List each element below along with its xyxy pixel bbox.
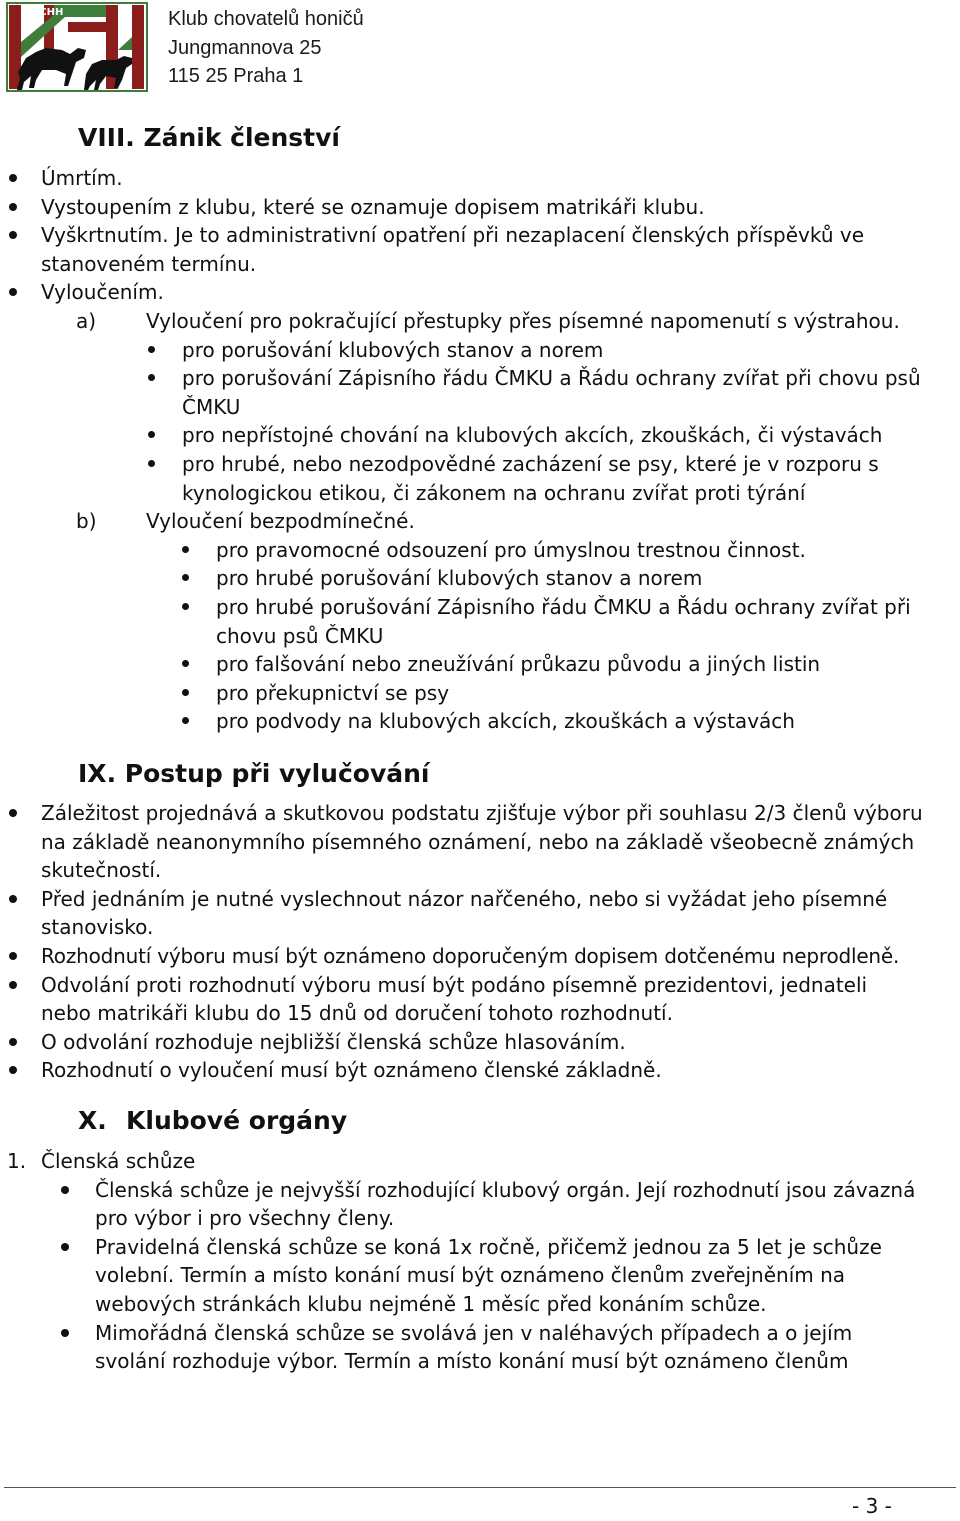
club-logo <box>6 2 148 92</box>
list-item-text: pro nepřístojné chování na klubových akcích, zkouškách, či výstavách <box>182 423 883 448</box>
section-x-list <box>0 1147 960 1376</box>
bullet-icon <box>9 231 17 239</box>
list-item-text: pro falšování nebo zneužívání průkazu původu a jiných listin <box>216 652 821 677</box>
section-ix-list <box>0 799 960 1085</box>
list-item-text: Rozhodnutí výboru musí být oznámeno doporučeným dopisem dotčenému neprodleně. <box>41 943 900 968</box>
bullet-icon <box>9 1066 17 1074</box>
list-item <box>0 1176 960 1233</box>
page-number: - 3 - <box>852 1494 892 1518</box>
bullet-icon <box>9 1038 17 1046</box>
list-item <box>0 650 960 679</box>
list-item <box>0 971 960 1028</box>
bullet-icon <box>182 603 189 610</box>
list-item <box>0 364 960 421</box>
list-item-text: pro hrubé, nebo nezodpovědné zacházení se psy, které je v rozporu s kynologickou etikou, či zákonem na ochranu zvířat proti týrání <box>182 451 879 505</box>
list-item-text: pro hrubé porušování klubových stanov a norem <box>216 566 703 591</box>
bullet-icon <box>182 660 189 667</box>
list-item-text: Odvolání proti rozhodnutí výboru musí být podáno písemně prezidentovi, jednateli nebo matrikáři klubu do 15 dnů od doručení tohoto rozhodnutí. <box>41 972 868 1026</box>
bullet-icon <box>182 717 189 724</box>
list-item-text: Vystoupením z klubu, které se oznamuje dopisem matrikáři klubu. <box>41 194 705 219</box>
club-address <box>168 5 364 91</box>
item-number: 1. <box>7 1149 27 1173</box>
subsection-text: Vyloučení bezpodmínečné. <box>146 509 415 534</box>
list-item <box>0 450 960 507</box>
bullet-icon <box>148 431 155 438</box>
bullet-icon <box>182 689 189 696</box>
list-item <box>0 221 960 278</box>
list-item-text: pro podvody na klubových akcích, zkouškách a výstavách <box>216 709 795 734</box>
numbered-item <box>0 1147 960 1176</box>
bullet-icon <box>61 1186 69 1194</box>
list-item <box>0 564 960 593</box>
list-item <box>0 942 960 971</box>
bullet-icon <box>9 174 17 182</box>
list-item <box>0 1233 960 1319</box>
list-item <box>0 799 960 885</box>
list-item <box>0 164 960 193</box>
list-item-text: Úmrtím. <box>41 166 123 190</box>
subsection-b <box>0 507 960 536</box>
list-item-text: O odvolání rozhoduje nejbližší členská schůze hlasováním. <box>41 1029 626 1054</box>
list-item <box>0 421 960 450</box>
bullet-icon <box>148 460 155 467</box>
bullet-icon <box>61 1243 69 1251</box>
subsection-marker: a) <box>76 308 97 333</box>
bullet-icon <box>9 895 17 903</box>
list-item <box>0 885 960 942</box>
list-item-text: Mimořádná členská schůze se svolává jen v naléhavých případech a o jejím svolání rozhoduje výbor. Termín a místo konání musí být oznámeno členům <box>95 1320 853 1374</box>
list-item <box>0 536 960 565</box>
list-item-text: pro pravomocné odsouzení pro úmyslnou trestnou činnost. <box>216 537 806 562</box>
list-item <box>0 679 960 708</box>
list-item <box>0 336 960 365</box>
section-heading-x <box>78 1107 347 1136</box>
list-item <box>0 278 960 307</box>
bullet-icon <box>9 981 17 989</box>
list-item-text: Vyloučením. <box>41 280 164 305</box>
address-line: Klub chovatelů honičů <box>168 8 364 30</box>
list-item-text: Záležitost projednává a skutkovou podstatu zjišťuje výbor při souhlasu 2/3 členů výboru na základě neanonymního písemného oznámení, nebo na základě všeobecně známých skutečností. <box>41 801 923 883</box>
address-line: 115 25 Praha 1 <box>168 65 304 87</box>
bullet-icon <box>61 1329 69 1337</box>
section-heading-viii: VIII. Zánik členství <box>78 123 340 152</box>
list-item-text: Před jednáním je nutné vyslechnout názor nařčeného, nebo si vyžádat jeho písemné stanovisko. <box>41 886 888 940</box>
subsection-a <box>0 307 960 336</box>
list-item-text: Členská schůze je nejvyšší rozhodující klubový orgán. Její rozhodnutí jsou závazná pro výbor i pro všechny členy. <box>95 1177 916 1231</box>
section-number: X. <box>78 1106 107 1135</box>
footer-divider <box>4 1487 956 1488</box>
bullet-icon <box>182 574 189 581</box>
section-heading-ix: IX. Postup při vylučování <box>78 759 430 788</box>
section-title: Klubové orgány <box>126 1106 348 1135</box>
list-item-text: Rozhodnutí o vyloučení musí být oznámeno členské základně. <box>41 1058 662 1083</box>
bullet-icon <box>148 346 155 353</box>
section-viii-list <box>0 164 960 736</box>
list-item-text: Pravidelná členská schůze se koná 1x ročně, přičemž jednou za 5 let je schůze volební. Termín a místo konání musí být oznámeno členům zveřejněním na webových stránkách klubu nejméně 1 měsíc před konáním schůze. <box>95 1234 882 1316</box>
list-item <box>0 1056 960 1085</box>
bullet-icon <box>182 546 189 553</box>
bullet-icon <box>9 809 17 817</box>
list-item-text: pro hrubé porušování Zápisního řádu ČMKU a Řádu ochrany zvířat při chovu psů ČMKU <box>216 594 911 648</box>
bullet-icon <box>9 288 17 296</box>
list-item-text: Vyškrtnutím. Je to administrativní opatření při nezaplacení členských příspěvků ve stanoveném termínu. <box>41 223 865 276</box>
list-item <box>0 593 960 650</box>
list-item <box>0 193 960 222</box>
subsection-marker: b) <box>76 509 97 534</box>
logo-text: KCHH <box>32 7 64 18</box>
list-item-text: pro překupnictví se psy <box>216 680 450 705</box>
list-item <box>0 1319 960 1376</box>
bullet-icon <box>9 203 17 211</box>
list-item <box>0 1028 960 1057</box>
list-item-text: pro porušování Zápisního řádu ČMKU a Řádu ochrany zvířat při chovu psů ČMKU <box>182 366 921 419</box>
item-title: Členská schůze <box>41 1149 196 1173</box>
list-item-text: pro porušování klubových stanov a norem <box>182 337 604 362</box>
subsection-text: Vyloučení pro pokračující přestupky přes písemné napomenutí s výstrahou. <box>146 308 900 333</box>
bullet-icon <box>9 952 17 960</box>
list-item <box>0 707 960 736</box>
bullet-icon <box>148 374 155 381</box>
address-line: Jungmannova 25 <box>168 36 322 59</box>
